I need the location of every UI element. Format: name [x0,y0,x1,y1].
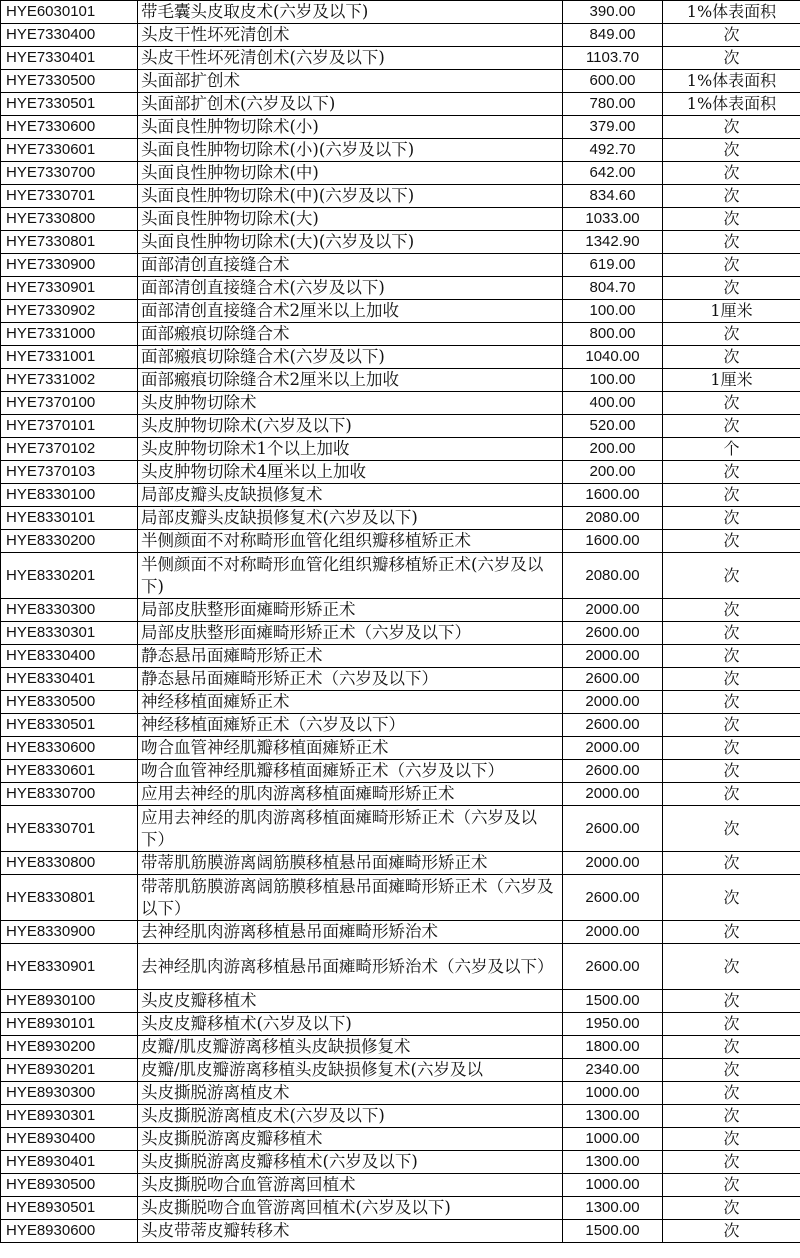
price-cell: 600.00 [563,70,663,93]
item-name-cell: 头皮皮瓣移植术(六岁及以下) [138,1013,563,1036]
item-code-cell: HYE7330600 [1,116,138,139]
item-code-cell: HYE8330801 [1,875,138,921]
item-name-cell: 面部清创直接缝合术(六岁及以下) [138,277,563,300]
item-code-cell: HYE7330500 [1,70,138,93]
item-code-cell: HYE8330501 [1,714,138,737]
table-row [1,921,800,944]
price-cell: 492.70 [563,139,663,162]
price-cell: 1300.00 [563,1197,663,1220]
table-row [1,645,800,668]
item-name-cell: 静态悬吊面瘫畸形矫正术（六岁及以下） [138,668,563,691]
table-row [1,162,800,185]
table-row [1,47,800,70]
price-cell: 1000.00 [563,1174,663,1197]
price-cell: 2600.00 [563,944,663,990]
item-code-cell: HYE7330501 [1,93,138,116]
price-cell: 2340.00 [563,1059,663,1082]
price-cell: 1300.00 [563,1105,663,1128]
item-name-cell: 带毛囊头皮取皮术(六岁及以下) [138,1,563,24]
item-code-cell: HYE7330902 [1,300,138,323]
item-name-cell: 局部皮肤整形面瘫畸形矫正术（六岁及以下） [138,622,563,645]
unit-cell: 次 [663,714,800,737]
item-name-cell: 头面良性肿物切除术(小)(六岁及以下) [138,139,563,162]
unit-cell: 次 [663,208,800,231]
item-code-cell: HYE7330801 [1,231,138,254]
table-row [1,599,800,622]
item-code-cell: HYE7370101 [1,415,138,438]
table-row [1,438,800,461]
table-row [1,944,800,990]
price-cell: 2000.00 [563,691,663,714]
item-name-cell: 面部瘢痕切除缝合术 [138,323,563,346]
item-name-cell: 神经移植面瘫矫正术（六岁及以下） [138,714,563,737]
item-code-cell: HYE7370100 [1,392,138,415]
table-row [1,507,800,530]
price-cell: 2600.00 [563,806,663,852]
item-name-cell: 头皮肿物切除术 [138,392,563,415]
table-row [1,553,800,599]
table-row [1,1220,800,1243]
unit-cell: 次 [663,668,800,691]
price-cell: 804.70 [563,277,663,300]
table-row [1,185,800,208]
item-name-cell: 头面良性肿物切除术(中)(六岁及以下) [138,185,563,208]
table-row [1,116,800,139]
item-code-cell: HYE8330701 [1,806,138,852]
unit-cell: 次 [663,484,800,507]
item-name-cell: 去神经肌肉游离移植悬吊面瘫畸形矫治术（六岁及以下） [138,944,563,990]
price-cell: 1000.00 [563,1128,663,1151]
item-name-cell: 头皮撕脱游离皮瓣移植术(六岁及以下) [138,1151,563,1174]
table-row [1,139,800,162]
unit-cell: 次 [663,806,800,852]
item-code-cell: HYE8330601 [1,760,138,783]
unit-cell: 次 [663,1013,800,1036]
table-row [1,1082,800,1105]
item-code-cell: HYE8930301 [1,1105,138,1128]
unit-cell: 次 [663,783,800,806]
price-cell: 2000.00 [563,645,663,668]
unit-cell: 次 [663,1151,800,1174]
price-cell: 2080.00 [563,553,663,599]
unit-cell: 次 [663,875,800,921]
item-name-cell: 头面良性肿物切除术(大)(六岁及以下) [138,231,563,254]
item-name-cell: 头面良性肿物切除术(大) [138,208,563,231]
price-cell: 1342.90 [563,231,663,254]
table-row [1,208,800,231]
item-name-cell: 皮瓣/肌皮瓣游离移植头皮缺损修复术(六岁及以 [138,1059,563,1082]
table-row [1,277,800,300]
price-cell: 2600.00 [563,668,663,691]
item-code-cell: HYE7370102 [1,438,138,461]
item-name-cell: 局部皮肤整形面瘫畸形矫正术 [138,599,563,622]
table-row [1,530,800,553]
item-code-cell: HYE8330400 [1,645,138,668]
table-row [1,415,800,438]
price-cell: 1103.70 [563,47,663,70]
price-cell: 2000.00 [563,783,663,806]
item-name-cell: 头皮撕脱游离皮瓣移植术 [138,1128,563,1151]
price-cell: 1500.00 [563,1220,663,1243]
price-cell: 2000.00 [563,737,663,760]
item-name-cell: 面部瘢痕切除缝合术(六岁及以下) [138,346,563,369]
table-row [1,990,800,1013]
price-cell: 1500.00 [563,990,663,1013]
unit-cell: 次 [663,24,800,47]
item-name-cell: 吻合血管神经肌瓣移植面瘫矫正术（六岁及以下） [138,760,563,783]
item-code-cell: HYE8330100 [1,484,138,507]
item-code-cell: HYE7330401 [1,47,138,70]
price-cell: 1600.00 [563,484,663,507]
price-cell: 619.00 [563,254,663,277]
item-code-cell: HYE7330700 [1,162,138,185]
unit-cell: 次 [663,254,800,277]
unit-cell: 次 [663,323,800,346]
price-cell: 2600.00 [563,760,663,783]
price-cell: 1950.00 [563,1013,663,1036]
item-name-cell: 半侧颜面不对称畸形血管化组织瓣移植矫正术 [138,530,563,553]
item-code-cell: HYE8330500 [1,691,138,714]
item-name-cell: 面部清创直接缝合术 [138,254,563,277]
price-cell: 2600.00 [563,714,663,737]
price-cell: 834.60 [563,185,663,208]
unit-cell: 个 [663,438,800,461]
unit-cell: 次 [663,415,800,438]
item-code-cell: HYE8330101 [1,507,138,530]
price-cell: 1800.00 [563,1036,663,1059]
item-name-cell: 带蒂肌筋膜游离阔筋膜移植悬吊面瘫畸形矫正术 [138,852,563,875]
price-cell: 2000.00 [563,921,663,944]
item-code-cell: HYE6030101 [1,1,138,24]
item-code-cell: HYE7330701 [1,185,138,208]
item-name-cell: 头皮撕脱游离植皮术 [138,1082,563,1105]
item-code-cell: HYE8930100 [1,990,138,1013]
unit-cell: 次 [663,1059,800,1082]
table-row [1,254,800,277]
table-row [1,1151,800,1174]
item-name-cell: 皮瓣/肌皮瓣游离移植头皮缺损修复术 [138,1036,563,1059]
item-code-cell: HYE7330900 [1,254,138,277]
item-code-cell: HYE7331002 [1,369,138,392]
table-row [1,392,800,415]
item-name-cell: 头面部扩创术(六岁及以下) [138,93,563,116]
unit-cell: 次 [663,921,800,944]
unit-cell: 次 [663,162,800,185]
item-name-cell: 应用去神经的肌肉游离移植面瘫畸形矫正术（六岁及以下） [138,806,563,852]
item-code-cell: HYE8930501 [1,1197,138,1220]
item-name-cell: 面部清创直接缝合术2厘米以上加收 [138,300,563,323]
price-cell: 1600.00 [563,530,663,553]
item-name-cell: 应用去神经的肌肉游离移植面瘫畸形矫正术 [138,783,563,806]
table-row [1,737,800,760]
price-cell: 1000.00 [563,1082,663,1105]
unit-cell: 次 [663,47,800,70]
table-row [1,1105,800,1128]
item-code-cell: HYE8330700 [1,783,138,806]
item-code-cell: HYE8930101 [1,1013,138,1036]
price-cell: 1300.00 [563,1151,663,1174]
price-cell: 2600.00 [563,622,663,645]
price-cell: 100.00 [563,300,663,323]
item-name-cell: 局部皮瓣头皮缺损修复术(六岁及以下) [138,507,563,530]
item-name-cell: 头皮肿物切除术4厘米以上加收 [138,461,563,484]
unit-cell: 次 [663,1082,800,1105]
table-row [1,783,800,806]
item-code-cell: HYE7330601 [1,139,138,162]
unit-cell: 次 [663,1128,800,1151]
table-row [1,852,800,875]
item-code-cell: HYE8930600 [1,1220,138,1243]
unit-cell: 次 [663,760,800,783]
item-code-cell: HYE7330901 [1,277,138,300]
item-code-cell: HYE7330400 [1,24,138,47]
item-name-cell: 带蒂肌筋膜游离阔筋膜移植悬吊面瘫畸形矫正术（六岁及以下） [138,875,563,921]
item-code-cell: HYE7331001 [1,346,138,369]
unit-cell: 次 [663,553,800,599]
item-code-cell: HYE8330800 [1,852,138,875]
unit-cell: 次 [663,346,800,369]
table-row [1,93,800,116]
unit-cell: 次 [663,507,800,530]
item-name-cell: 面部瘢痕切除缝合术2厘米以上加收 [138,369,563,392]
item-code-cell: HYE8930400 [1,1128,138,1151]
table-row [1,622,800,645]
table-row [1,1197,800,1220]
price-cell: 200.00 [563,461,663,484]
item-name-cell: 局部皮瓣头皮缺损修复术 [138,484,563,507]
unit-cell: 次 [663,231,800,254]
table-row [1,484,800,507]
item-code-cell: HYE7370103 [1,461,138,484]
table-row [1,714,800,737]
item-code-cell: HYE8330301 [1,622,138,645]
price-cell: 400.00 [563,392,663,415]
item-code-cell: HYE8930300 [1,1082,138,1105]
table-row [1,1059,800,1082]
item-code-cell: HYE8930200 [1,1036,138,1059]
item-code-cell: HYE8330401 [1,668,138,691]
item-name-cell: 静态悬吊面瘫畸形矫正术 [138,645,563,668]
price-cell: 800.00 [563,323,663,346]
table-row [1,323,800,346]
item-name-cell: 头皮干性坏死清创术(六岁及以下) [138,47,563,70]
unit-cell: 次 [663,185,800,208]
item-code-cell: HYE8330201 [1,553,138,599]
price-cell: 2080.00 [563,507,663,530]
item-code-cell: HYE8930201 [1,1059,138,1082]
unit-cell: 1厘米 [663,369,800,392]
item-name-cell: 头皮撕脱吻合血管游离回植术 [138,1174,563,1197]
price-cell: 1040.00 [563,346,663,369]
table-row [1,668,800,691]
item-code-cell: HYE8930401 [1,1151,138,1174]
unit-cell: 次 [663,599,800,622]
table-row [1,1,800,24]
unit-cell: 次 [663,737,800,760]
table-row [1,875,800,921]
unit-cell: 1%体表面积 [663,1,800,24]
price-cell: 390.00 [563,1,663,24]
price-cell: 520.00 [563,415,663,438]
unit-cell: 次 [663,392,800,415]
table-row [1,1128,800,1151]
unit-cell: 次 [663,944,800,990]
item-name-cell: 头皮撕脱游离植皮术(六岁及以下) [138,1105,563,1128]
unit-cell: 次 [663,1220,800,1243]
table-row [1,760,800,783]
item-name-cell: 半侧颜面不对称畸形血管化组织瓣移植矫正术(六岁及以下) [138,553,563,599]
table-row [1,300,800,323]
item-name-cell: 头皮肿物切除术1个以上加收 [138,438,563,461]
price-cell: 1033.00 [563,208,663,231]
unit-cell: 次 [663,1105,800,1128]
price-cell: 200.00 [563,438,663,461]
item-name-cell: 头皮撕脱吻合血管游离回植术(六岁及以下) [138,1197,563,1220]
item-code-cell: HYE8330600 [1,737,138,760]
price-cell: 100.00 [563,369,663,392]
price-table-body [1,1,800,1243]
unit-cell: 次 [663,461,800,484]
table-row [1,1174,800,1197]
table-row [1,70,800,93]
item-code-cell: HYE7331000 [1,323,138,346]
item-name-cell: 头皮皮瓣移植术 [138,990,563,1013]
price-cell: 642.00 [563,162,663,185]
item-name-cell: 头皮干性坏死清创术 [138,24,563,47]
unit-cell: 次 [663,990,800,1013]
item-code-cell: HYE8330900 [1,921,138,944]
item-code-cell: HYE8330300 [1,599,138,622]
table-row [1,346,800,369]
price-cell: 849.00 [563,24,663,47]
item-name-cell: 头皮肿物切除术(六岁及以下) [138,415,563,438]
item-name-cell: 吻合血管神经肌瓣移植面瘫矫正术 [138,737,563,760]
item-name-cell: 头面良性肿物切除术(小) [138,116,563,139]
table-row [1,806,800,852]
table-row [1,1036,800,1059]
unit-cell: 次 [663,691,800,714]
item-code-cell: HYE8330200 [1,530,138,553]
price-cell: 2600.00 [563,875,663,921]
item-name-cell: 头面部扩创术 [138,70,563,93]
unit-cell: 次 [663,139,800,162]
table-row [1,24,800,47]
unit-cell: 次 [663,1036,800,1059]
unit-cell: 次 [663,530,800,553]
item-name-cell: 去神经肌肉游离移植悬吊面瘫畸形矫治术 [138,921,563,944]
price-cell: 780.00 [563,93,663,116]
unit-cell: 1%体表面积 [663,93,800,116]
unit-cell: 次 [663,645,800,668]
table-row [1,461,800,484]
unit-cell: 次 [663,1174,800,1197]
unit-cell: 次 [663,277,800,300]
table-row [1,691,800,714]
unit-cell: 1%体表面积 [663,70,800,93]
unit-cell: 次 [663,1197,800,1220]
table-row [1,231,800,254]
unit-cell: 次 [663,852,800,875]
item-name-cell: 神经移植面瘫矫正术 [138,691,563,714]
price-cell: 2000.00 [563,599,663,622]
item-code-cell: HYE8330901 [1,944,138,990]
table-row [1,1013,800,1036]
table-row [1,369,800,392]
item-code-cell: HYE7330800 [1,208,138,231]
unit-cell: 1厘米 [663,300,800,323]
item-name-cell: 头皮带蒂皮瓣转移术 [138,1220,563,1243]
price-cell: 379.00 [563,116,663,139]
unit-cell: 次 [663,622,800,645]
item-code-cell: HYE8930500 [1,1174,138,1197]
price-cell: 2000.00 [563,852,663,875]
item-name-cell: 头面良性肿物切除术(中) [138,162,563,185]
unit-cell: 次 [663,116,800,139]
